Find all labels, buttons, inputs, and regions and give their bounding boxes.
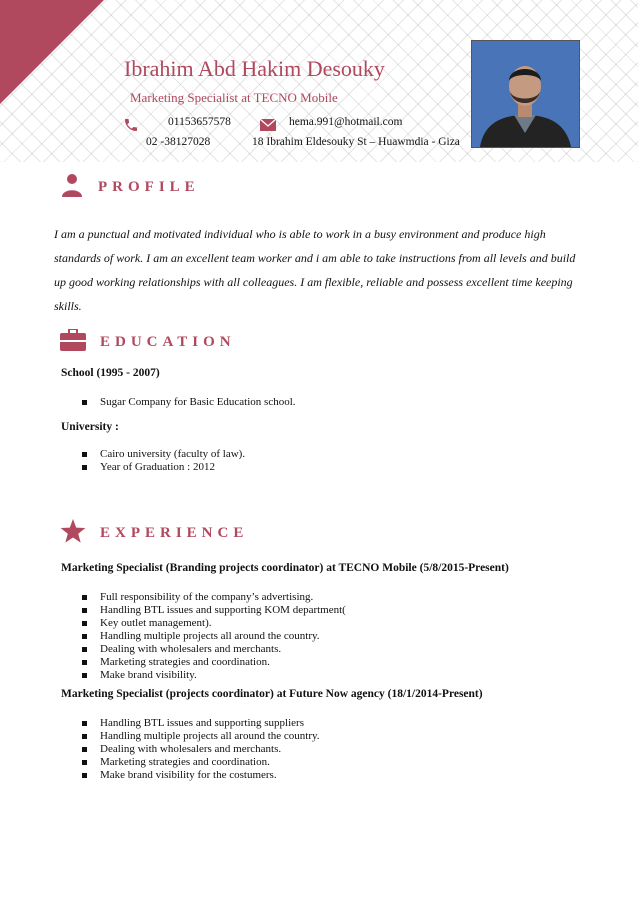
profile-section-title: PROFILE (98, 179, 200, 195)
envelope-icon (260, 119, 276, 131)
list-item: Marketing strategies and coordination. (80, 756, 320, 769)
education-heading: School (1995 - 2007) (61, 367, 160, 379)
education-section-title: EDUCATION (100, 334, 236, 350)
phone-icon (123, 117, 139, 133)
phone-mobile: 01153657578 (168, 116, 231, 128)
education-list (80, 396, 296, 409)
list-item: Make brand visibility. (80, 669, 346, 682)
list-item: Make brand visibility for the costumers. (80, 769, 320, 782)
list-item: Dealing with wholesalers and merchants. (80, 643, 346, 656)
profile-photo (471, 40, 580, 148)
list-item: Year of Graduation : 2012 (80, 461, 245, 474)
home-address: 18 Ibrahim Eldesouky St – Huawmdia - Giza (252, 136, 460, 148)
list-item: Cairo university (faculty of law). (80, 448, 245, 461)
star-icon (60, 519, 86, 544)
person-icon (60, 173, 84, 197)
phone-landline: 02 -38127028 (146, 136, 211, 148)
list-item: Sugar Company for Basic Education school. (80, 396, 296, 409)
list-item: Handling multiple projects all around the country. (80, 730, 320, 743)
list-item: Key outlet management). (80, 617, 346, 630)
job-heading: Marketing Specialist (projects coordinator) at Future Now agency (18/1/2014-Present) (61, 688, 483, 700)
list-item: Handling multiple projects all around the country. (80, 630, 346, 643)
briefcase-icon (60, 329, 86, 351)
profile-paragraph: I am a punctual and motivated individual who is able to work in a busy environment and produce high standards of work. I am an excellent team worker and i am able to take instructions from all levels and build up good working relationships with all colleagues. I am flexible, reliable and possess excellent time keeping skills. (54, 227, 576, 313)
list-item: Dealing with wholesalers and merchants. (80, 743, 320, 756)
candidate-name: Ibrahim Abd Hakim Desouky (124, 56, 385, 81)
education-list (80, 448, 245, 474)
list-item: Full responsibility of the company’s advertising. (80, 591, 346, 604)
list-item: Handling BTL issues and supporting suppliers (80, 717, 320, 730)
list-item: Handling BTL issues and supporting KOM department( (80, 604, 346, 617)
job-duties-list (80, 717, 320, 782)
job-heading: Marketing Specialist (Branding projects coordinator) at TECNO Mobile (5/8/2015-Present) (61, 562, 509, 574)
corner-triangle (0, 0, 104, 104)
job-title: Marketing Specialist at TECNO Mobile (130, 90, 338, 105)
experience-section-title: EXPERIENCE (100, 525, 249, 541)
list-item: Marketing strategies and coordination. (80, 656, 346, 669)
job-duties-list (80, 591, 346, 682)
education-heading: University : (61, 421, 119, 433)
email-address: hema.991@hotmail.com (289, 116, 403, 128)
